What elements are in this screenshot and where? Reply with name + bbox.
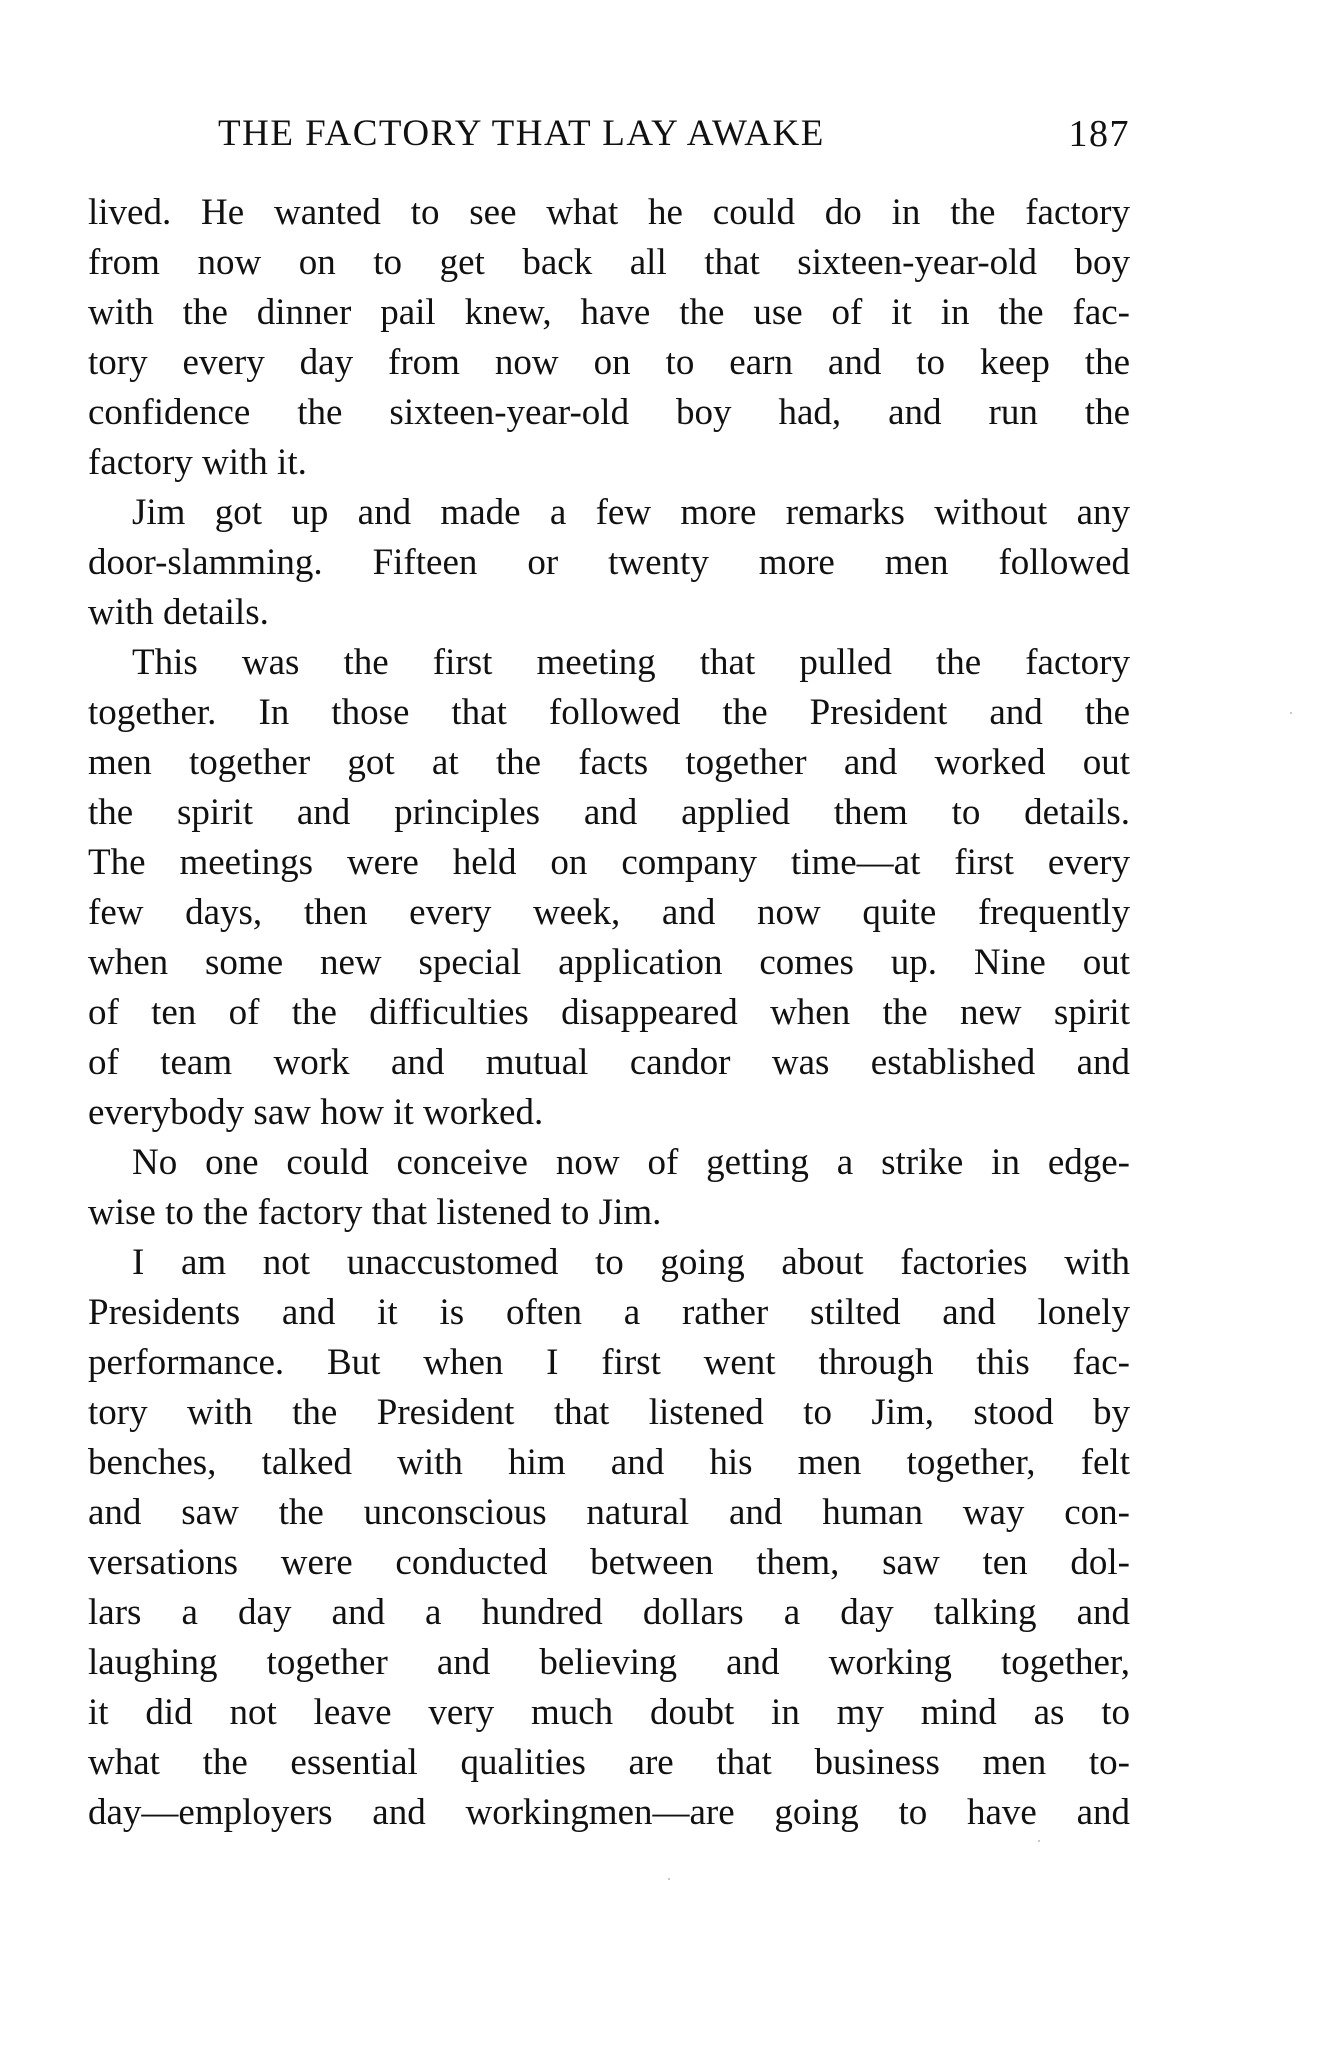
text-line: the spirit and principles and applied them to details. bbox=[88, 792, 1130, 833]
text-line: of ten of the difficulties disappeared when the new spirit bbox=[88, 992, 1130, 1033]
text-line: when some new special application comes up. Nine out bbox=[88, 942, 1130, 983]
text-line: lars a day and a hundred dollars a day talking and bbox=[88, 1592, 1130, 1633]
text-line: together. In those that followed the President and the bbox=[88, 692, 1130, 733]
text-line: laughing together and believing and working together, bbox=[88, 1642, 1130, 1683]
text-line: The meetings were held on company time—at first every bbox=[88, 842, 1130, 883]
text-line: few days, then every week, and now quite frequently bbox=[88, 892, 1130, 933]
text-line: day—employers and workingmen—are going to have and bbox=[88, 1792, 1130, 1833]
paper-speck bbox=[1290, 712, 1292, 714]
running-title: THE FACTORY THAT LAY AWAKE bbox=[218, 113, 825, 154]
text-line: Presidents and it is often a rather stilted and lonely bbox=[88, 1292, 1130, 1333]
paper-speck bbox=[668, 1878, 670, 1880]
running-head bbox=[218, 108, 1130, 160]
page-number: 187 bbox=[1068, 113, 1130, 155]
text-line: from now on to get back all that sixteen-year-old boy bbox=[88, 242, 1130, 283]
text-line: lived. He wanted to see what he could do in the factory bbox=[88, 192, 1130, 233]
text-line: versations were conducted between them, saw ten dol- bbox=[88, 1542, 1130, 1583]
text-line: factory with it. bbox=[88, 442, 307, 483]
text-line: door-slamming. Fifteen or twenty more men followed bbox=[88, 542, 1130, 583]
text-line: with details. bbox=[88, 592, 269, 633]
text-line: with the dinner pail knew, have the use of it in the fac- bbox=[88, 292, 1130, 333]
text-line: of team work and mutual candor was established and bbox=[88, 1042, 1130, 1083]
text-line: it did not leave very much doubt in my mind as to bbox=[88, 1692, 1130, 1733]
text-line: confidence the sixteen-year-old boy had, and run the bbox=[88, 392, 1130, 433]
text-line: No one could conceive now of getting a strike in edge- bbox=[132, 1142, 1130, 1183]
text-line: I am not unaccustomed to going about factories with bbox=[132, 1242, 1130, 1283]
text-line: and saw the unconscious natural and human way con- bbox=[88, 1492, 1130, 1533]
text-line: benches, talked with him and his men together, felt bbox=[88, 1442, 1130, 1483]
paper-speck bbox=[1038, 1840, 1040, 1842]
text-line: performance. But when I first went through this fac- bbox=[88, 1342, 1130, 1383]
text-line: tory with the President that listened to Jim, stood by bbox=[88, 1392, 1130, 1433]
text-line: This was the first meeting that pulled the factory bbox=[132, 642, 1130, 683]
text-line: what the essential qualities are that business men to- bbox=[88, 1742, 1130, 1783]
text-line: wise to the factory that listened to Jim. bbox=[88, 1192, 662, 1233]
body-text bbox=[88, 188, 1130, 1838]
text-line: Jim got up and made a few more remarks without any bbox=[132, 492, 1130, 533]
text-line: tory every day from now on to earn and to keep the bbox=[88, 342, 1130, 383]
text-line: men together got at the facts together and worked out bbox=[88, 742, 1130, 783]
text-line: everybody saw how it worked. bbox=[88, 1092, 544, 1133]
